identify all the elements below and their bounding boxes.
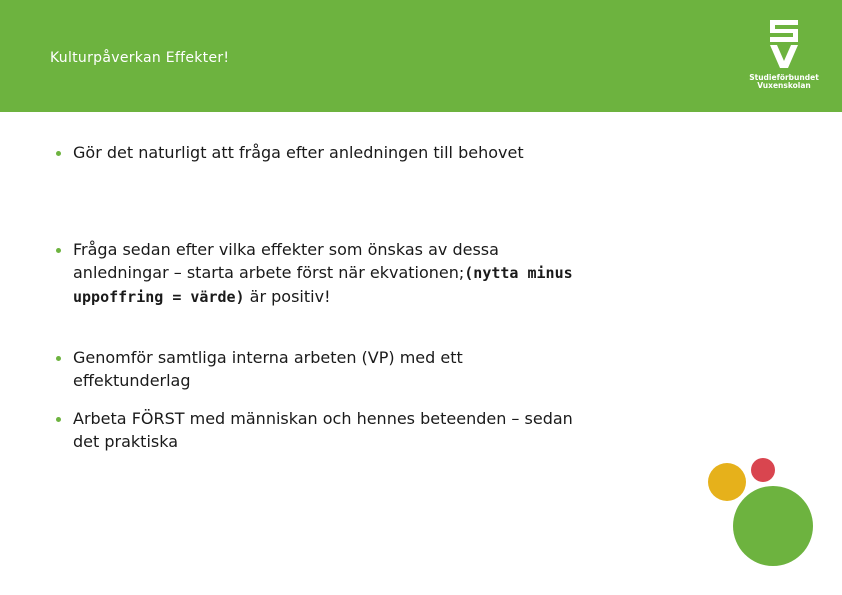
decor-circle-red <box>751 458 775 482</box>
bullet-item <box>56 238 576 309</box>
page-title: Kulturpåverkan Effekter! <box>50 50 230 66</box>
bullet-dot-icon <box>56 356 61 361</box>
bullet-text: Arbeta FÖRST med människan och hennes beteenden – sedan det praktiska <box>73 409 573 451</box>
sv-logo-icon <box>766 18 802 68</box>
bullet-text-post: är positiv! <box>244 287 331 306</box>
bullet-dot-icon <box>56 417 61 422</box>
decor-circle-green <box>733 486 813 566</box>
bullet-item <box>56 407 576 453</box>
logo-text-line1: Studieförbundet <box>749 73 819 82</box>
bullet-item <box>56 141 576 164</box>
bullet-item <box>56 346 576 392</box>
header-bar <box>0 0 842 112</box>
bullet-text: Genomför samtliga interna arbeten (VP) med ett effektunderlag <box>73 348 463 390</box>
bullet-text <box>73 238 576 309</box>
sv-logo <box>746 18 822 92</box>
bullet-text: Gör det naturligt att fråga efter anledningen till behovet <box>73 143 524 162</box>
bullet-dot-icon <box>56 151 61 156</box>
decor-circle-yellow <box>708 463 746 501</box>
bullet-dot-icon <box>56 248 61 253</box>
logo-text-line2: Vuxenskolan <box>757 81 811 90</box>
equation-emphasis: (nytta minus uppoffring = värde) <box>73 264 573 306</box>
bullet-text-pre: Fråga sedan efter vilka effekter som önskas av dessa anledningar – starta arbete först när ekvationen; <box>73 240 499 282</box>
